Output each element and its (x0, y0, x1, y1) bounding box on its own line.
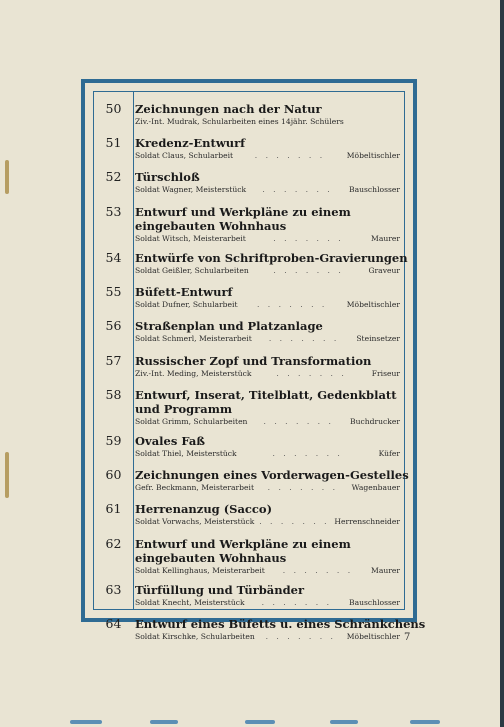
entry-number: 51 (105, 135, 122, 151)
entry-title: Türfüllung und Türbänder (135, 583, 305, 598)
entry-trade: Friseur (371, 368, 400, 378)
entry-trade: Graveur (368, 265, 400, 275)
entry-trade: Bauschlosser (349, 598, 400, 608)
entry-trade: Wagenbauer (351, 483, 400, 493)
entry-author-line (135, 565, 404, 576)
leader-dots: . . . . . . . (273, 265, 344, 275)
entry-author: Soldat Kirschke, Schularbeiten (135, 632, 255, 642)
entry-number: 53 (105, 203, 122, 219)
leader-dots: . . . . . . . (256, 300, 328, 310)
catalog-entry (94, 102, 404, 136)
leader-dots: . . . . . . . (259, 517, 330, 527)
entry-title: Entwurf und Werkpläne zu einem eingebauten Wohnhaus (135, 536, 351, 565)
catalog-entry (94, 502, 404, 536)
entry-title: Kredenz-Entwurf (135, 136, 246, 151)
entry-title: Zeichnungen nach der Natur (135, 102, 322, 116)
catalog-entry (94, 354, 404, 388)
entry-title: Türschloß (135, 170, 200, 185)
leader-dots: . . . . . . . (282, 565, 354, 575)
entry-title: Entwurf eines Büfetts u. eines Schränkchens (135, 617, 426, 632)
entry-author-line (135, 116, 404, 127)
entry-author-line (135, 233, 404, 244)
leader-dots: . . . . . . . (268, 334, 340, 344)
binding-thread-bottom (2, 452, 12, 498)
entry-number: 64 (105, 616, 122, 632)
leader-dots: . . . . . . . (262, 185, 333, 195)
entry-trade: Möbeltischler (346, 632, 400, 642)
entry-number: 54 (105, 249, 122, 265)
leader-dots: . . . . . . . (276, 368, 347, 378)
entry-title: Straßenplan und Platzanlage (135, 319, 323, 334)
entry-title: Zeichnungen eines Vorderwagen-Gestelles (135, 468, 409, 483)
edge-tab (330, 720, 358, 724)
catalog-inner-border (93, 91, 426, 642)
entry-number: 63 (105, 582, 122, 598)
entry-trade: Herrenschneider (334, 517, 400, 527)
catalog-entry (94, 388, 404, 434)
entry-author-line (135, 482, 404, 493)
catalog-entry (94, 319, 404, 353)
next-page-edge (500, 0, 504, 727)
entry-author-line (135, 516, 404, 527)
catalog-entry (94, 170, 404, 204)
leader-dots: . . . . . . . (254, 151, 326, 161)
entry-number: 56 (105, 318, 122, 334)
entry-author-line (135, 333, 404, 344)
entry-number: 59 (105, 433, 122, 449)
catalog-entry (94, 583, 404, 617)
edge-tab (245, 720, 275, 724)
entry-author: Soldat Claus, Schularbeit (135, 151, 234, 161)
leader-dots: . . . . . . . (263, 416, 334, 426)
entry-author: Soldat Schmerl, Meisterarbeit (135, 334, 252, 344)
entry-author: Soldat Kellinghaus, Meisterarbeit (135, 565, 265, 575)
entry-author-line (135, 368, 404, 379)
leader-dots: . . . . . . . (272, 449, 343, 459)
catalog-entry (94, 434, 404, 468)
entry-trade: Steinsetzer (356, 334, 400, 344)
entry-author-line (135, 448, 404, 459)
catalog-frame (81, 79, 426, 642)
entry-number: 57 (105, 352, 122, 368)
leader-dots: . . . . . . . (261, 598, 333, 608)
entry-title: Herrenanzug (Sacco) (135, 502, 273, 517)
entry-number: 60 (105, 467, 122, 483)
entry-author-line (135, 416, 404, 427)
entry-author-line (135, 299, 404, 310)
entry-author: Soldat Geißler, Schularbeiten (135, 265, 249, 275)
catalog-entry (94, 616, 426, 651)
leader-dots: . . . . . . . (265, 632, 336, 642)
entry-trade: Küfer (378, 449, 400, 459)
entry-title: Entwurf, Inserat, Titelblatt, Gedenkblatt und Programm (135, 387, 397, 416)
entry-author: Ziv.-Int. Meding, Meisterstück (135, 368, 252, 378)
entry-title: Büfett-Entwurf (135, 285, 233, 300)
bottom-edge-tabs (0, 717, 500, 727)
binding-thread-top (2, 160, 12, 194)
leader-dots: . . . . . . . (267, 483, 339, 493)
entry-author: Soldat Vorwachs, Meisterstück (135, 517, 255, 527)
entry-number: 52 (105, 169, 122, 185)
entry-number: 61 (105, 501, 122, 517)
entry-author: Soldat Dufner, Schularbeit (135, 300, 238, 310)
entry-author-line (135, 150, 404, 161)
entry-author: Gefr. Beckmann, Meisterarbeit (135, 483, 255, 493)
leader-dots: . . . . . . . (273, 233, 344, 243)
entry-trade: Möbeltischler (346, 300, 400, 310)
entry-trade: Buchdrucker (350, 416, 400, 426)
edge-tab (410, 720, 440, 724)
entry-author: Soldat Thiel, Meisterstück (135, 449, 237, 459)
entry-number: 62 (105, 535, 122, 551)
entry-title: Entwürfe von Schriftproben-Gravierungen (135, 250, 408, 265)
entry-author: Soldat Knecht, Meisterstück (135, 598, 245, 608)
entry-author: Soldat Wagner, Meisterstück (135, 185, 247, 195)
entry-trade: Maurer (371, 565, 400, 575)
catalog-entry (94, 285, 404, 319)
entry-author-line (135, 265, 404, 276)
catalog-entry (94, 249, 408, 285)
catalog-entry (94, 205, 404, 251)
entry-title: Ovales Faß (135, 434, 206, 449)
entry-author: Soldat Grimm, Schularbeiten (135, 416, 248, 426)
entry-number: 50 (105, 101, 122, 116)
entry-author: Soldat Witsch, Meisterarbeit (135, 233, 246, 243)
catalog-entry (94, 537, 404, 583)
entry-trade: Möbeltischler (346, 151, 400, 161)
entry-number: 58 (105, 386, 122, 402)
edge-tab (70, 720, 102, 724)
edge-tab (150, 720, 178, 724)
entry-trade: Bauschlosser (349, 185, 400, 195)
entry-author-line (135, 184, 404, 195)
entry-author-line (135, 631, 404, 642)
catalog-entry (94, 467, 409, 502)
entry-number: 55 (105, 284, 122, 300)
catalog-entries (94, 101, 426, 651)
entry-trade: Maurer (371, 233, 400, 243)
catalog-entry (94, 136, 404, 170)
entry-author-line (135, 597, 404, 608)
page-number: 7 (404, 632, 411, 643)
entry-title: Entwurf und Werkpläne zu einem eingebauten Wohnhaus (135, 204, 351, 233)
entry-title: Russischer Zopf und Transformation (135, 353, 372, 368)
entry-author: Ziv.-Int. Mudrak, Schularbeiten eines 14jähr. Schülers (135, 117, 344, 126)
